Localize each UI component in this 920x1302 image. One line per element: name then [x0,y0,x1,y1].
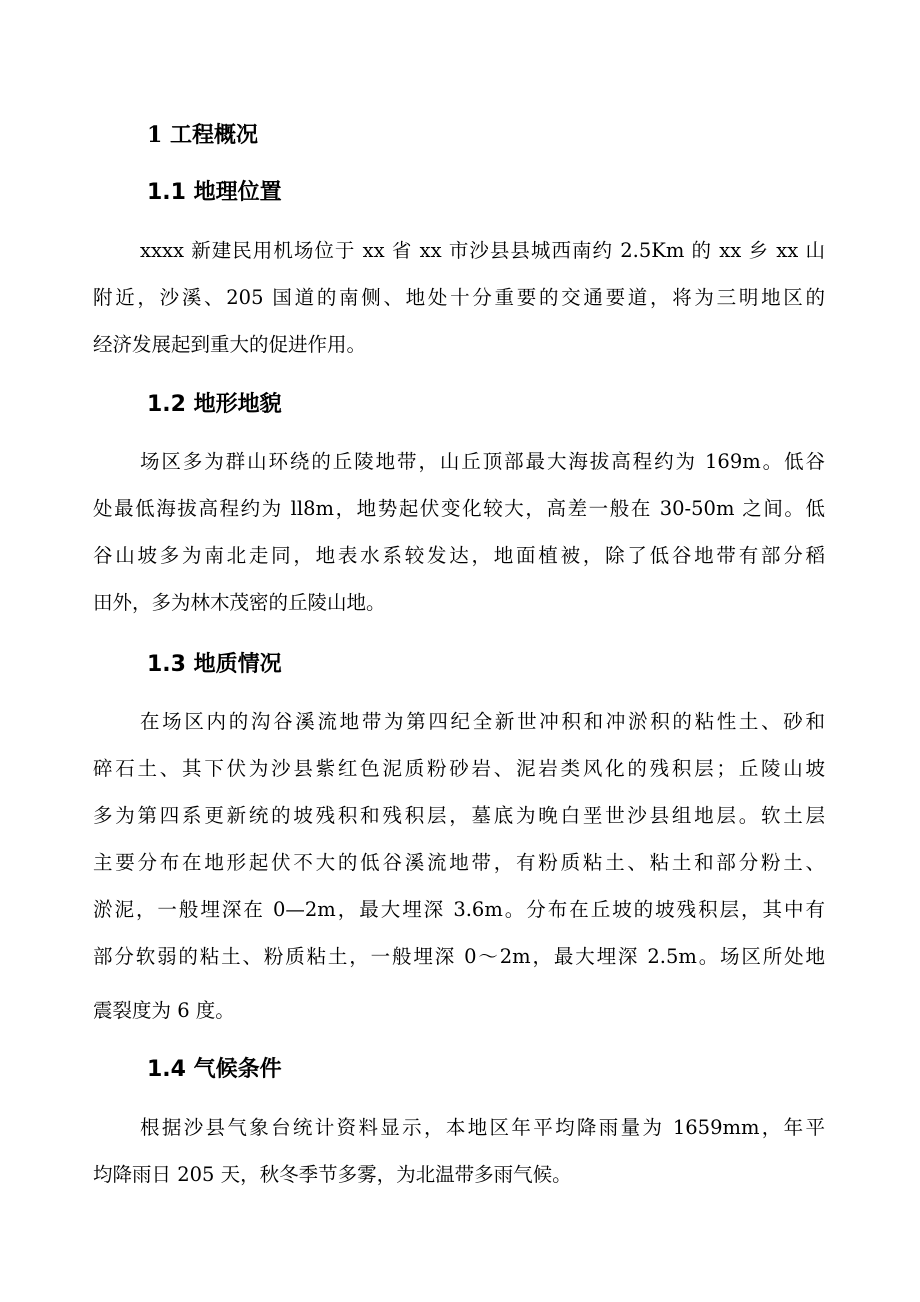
section-title: 1 工程概况 [147,122,258,148]
paragraph-line: 震裂度为 6 度。 [93,999,235,1022]
paragraph-line: 淤泥，一般埋深在 0—2m，最大埋深 3.6m。分布在丘坡的坡残积层，其中有 [93,898,825,921]
paragraph-line: 根据沙县气象台统计资料显示，本地区年平均降雨量为 1659mm，年平 [140,1116,825,1139]
paragraph-line: 场区多为群山环绕的丘陵地带，山丘顶部最大海拔高程约为 169m。低谷 [140,450,825,473]
paragraph-line: xxxx 新建民用机场位于 xx 省 xx 市沙县县城西南约 2.5Km 的 xx 乡 xx 山 [140,239,825,262]
paragraph-line: 在场区内的沟谷溪流地带为第四纪全新世冲积和冲淤积的粘性土、砂和 [140,710,825,733]
paragraph-line: 部分软弱的粘土、粉质粘土，一般埋深 0～2m，最大埋深 2.5m。场区所处地 [93,945,825,968]
paragraph-line: 均降雨日 205 天，秋冬季节多雾，为北温带多雨气候。 [93,1163,572,1186]
paragraph-line: 多为第四系更新统的坡残积和残积层，墓底为晚白垩世沙县组地层。软土层 [93,804,825,827]
heading-geology: 1.3 地质情况 [147,652,282,677]
paragraph-line: 田外，多为林木茂密的丘陵山地。 [93,591,386,614]
heading-terrain: 1.2 地形地貌 [147,392,282,417]
paragraph-line: 附近，沙溪、205 国道的南侧、地处十分重要的交通要道，将为三明地区的 [93,286,825,309]
heading-climate: 1.4 气候条件 [147,1057,282,1082]
paragraph-line: 谷山坡多为南北走同，地表水系较发达，地面植被，除了低谷地带有部分稻 [93,544,825,567]
paragraph-line: 主要分布在地形起伏不大的低谷溪流地带，有粉质粘土、粘土和部分粉土、 [93,851,825,874]
paragraph-line: 处最低海拔高程约为 ll8m，地势起伏变化较大，高差一般在 30-50m 之间。低 [93,497,825,520]
heading-location: 1.1 地理位置 [147,180,282,205]
paragraph-line: 经济发展起到重大的促进作用。 [93,333,367,356]
paragraph-line: 碎石土、其下伏为沙县紫红色泥质粉砂岩、泥岩类风化的残积层；丘陵山坡 [93,757,825,780]
